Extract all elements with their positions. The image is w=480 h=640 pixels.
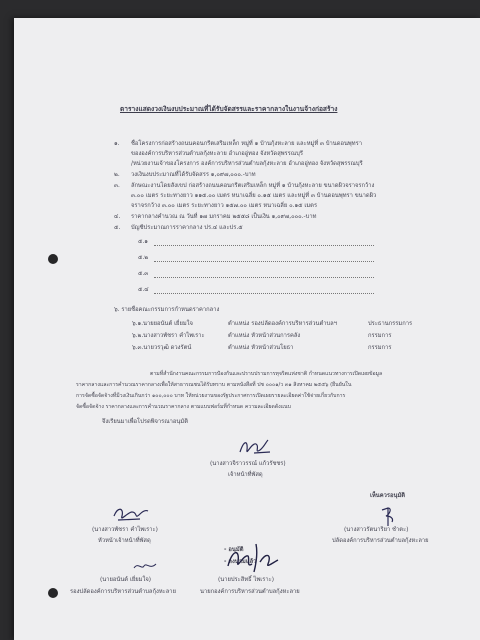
vice-deputy-name: (นายอนันต์ เยี่ยมใจ)	[100, 577, 151, 583]
blank-line-label: ๕.๔	[138, 287, 149, 293]
signed-label: - ลงนามแล้ว	[224, 559, 257, 565]
officer-name: (นางสาวจิราวรรณ์ แก้วรัชชร)	[210, 461, 286, 467]
committee-member-name: ๖.๓.นายวรวุฒิ ดวงรัตน์	[132, 345, 192, 351]
item-text: /หน่วยงานเจ้าของโครงการ องค์การบริหารส่วนตำบลกุ้งหะลาย อำเภออู่ทอง จังหวัดสุพรรณบุรี	[131, 161, 363, 167]
item-number: ๒.	[114, 172, 120, 178]
blank-line-label: ๕.๓	[138, 271, 149, 277]
document-page	[14, 18, 480, 640]
blank-line	[154, 261, 374, 262]
blank-line-label: ๕.๒	[138, 255, 149, 261]
committee-member-role: กรรมการ	[368, 345, 392, 351]
blank-line-label: ๕.๑	[138, 239, 148, 245]
item-text: ชื่อโครงการก่อสร้างถนนคอนกรีตเสริมเหล็ก หมู่ที่ ๑ บ้านกุ้งหะลาย และหมู่ที่ ๓ บ้านดอนพุทรา	[131, 141, 362, 147]
closing-line: จึงเรียนมาเพื่อโปรดพิจารณาอนุมัติ	[102, 419, 188, 425]
deputy-position: ปลัดองค์การบริหารส่วนตำบลกุ้งหะลาย	[332, 538, 429, 544]
item-text: จราจรกว้าง ๓.๐๐ เมตร ระยะทางยาว ๑๕๗.๐๐ เมตร หนาเฉลี่ย ๐.๑๕ เมตร	[131, 203, 318, 209]
mayor-name: (นายประสิทธิ์ ไพเราะ)	[218, 577, 274, 583]
item-text: ราคากลางคำนวณ ณ วันที่ ๑๗ มกราคม ๒๕๕๘ เป็นเงิน ๑,๐๙๗,๐๐๐.-บาท	[131, 214, 317, 220]
handwritten-signature	[376, 504, 400, 528]
head-supply-position: หัวหน้าเจ้าหน้าที่พัสดุ	[98, 538, 151, 544]
item-text: ๓.๐๐ เมตร ระยะทางยาว ๑๑๕.๐๐ เมตร หนาเฉลี่ย ๐.๑๕ เมตร และหมู่ที่ ๓ บ้านดอนพุทรา ขนาดผิว	[131, 193, 377, 199]
officer-position: เจ้าหน้าที่พัสดุ	[228, 472, 263, 478]
vice-deputy-position: รองปลัดองค์การบริหารส่วนตำบลกุ้งหะลาย	[70, 589, 176, 595]
body-paragraph-line: จัดซื้อจัดจ้าง ราคากลางและการคำนวณราคากลาง ตามแบบฟอร์มที่กำหนด ความละเอียดดังแนบ	[76, 404, 291, 410]
committee-member-position: ตำแหน่ง หัวหน้าส่วนการคลัง	[228, 333, 301, 339]
body-paragraph-line: การจัดซื้อจัดจ้างที่มีวงเงินเกินกว่า ๑๐๐,๐๐๐ บาท ให้หน่วยงานของรัฐประกาศการเปิดเผยรายละเอียดค่าใช้จ่ายเกี่ยวกับการ	[76, 393, 346, 399]
handwritten-signature	[110, 502, 150, 526]
committee-member-position: ตำแหน่ง รองปลัดองค์การบริหารส่วนตำบลฯ	[228, 321, 337, 327]
document-title: ตารางแสดงวงเงินงบประมาณที่ได้รับจัดสรรและราคากลางในงานจ้างก่อสร้าง	[120, 105, 338, 113]
blank-line	[154, 245, 374, 246]
committee-member-name: ๖.๒.นางสาวพัชรา คำไพเราะ	[132, 333, 205, 339]
handwritten-signature	[222, 540, 282, 576]
handwritten-signature	[130, 558, 160, 574]
item-text: ขององค์การบริหารส่วนตำบลกุ้งหะลาย อำเภออู่ทอง จังหวัดสุพรรณบุรี	[131, 151, 303, 157]
committee-member-role: ประธานกรรมการ	[368, 321, 413, 327]
deputy-name: (นางสาวรัตนาริยา ชำตะ)	[344, 527, 409, 533]
approve-label: - อนุมัติ	[224, 547, 244, 553]
item-number: ๔.	[114, 214, 121, 220]
committee-heading: ๖. รายชื่อคณะกรรมการกำหนดราคากลาง	[114, 307, 220, 313]
agree-label: เห็นควรอนุมัติ	[370, 493, 406, 499]
item-number: ๕.	[114, 225, 121, 231]
blank-line	[154, 277, 374, 278]
item-text: บัญชีประมาณการราคากลาง ปร.๔ และปร.๕	[131, 225, 243, 231]
body-paragraph-line: ราคากลางและการคำนวณราคากลางเพื่อให้สาธารณชนได้รับทราบ ตามหนังสือที่ ปช ๐๐๐๑/ว ๓๑ สิงหาคม ๒๕๕๖ (ยืนยันใน	[76, 382, 352, 388]
blank-line	[154, 293, 374, 294]
mayor-position: นายกองค์การบริหารส่วนตำบลกุ้งหะลาย	[200, 589, 300, 595]
punch-hole	[48, 588, 58, 598]
committee-member-position: ตำแหน่ง หัวหน้าส่วนโยธา	[228, 345, 294, 351]
committee-member-role: กรรมการ	[368, 333, 392, 339]
punch-hole	[48, 254, 58, 264]
body-paragraph-line: ตามที่สำนักงานคณะกรรมการป้องกันและปราบปรามการทุจริตแห่งชาติ กำหนดแนวทางการเปิดเผยข้อมูล	[150, 371, 383, 377]
item-text: ลักษณะงานโดยสังเขป ก่อสร้างถนนคอนกรีตเสริมเหล็ก หมู่ที่ ๑ บ้านกุ้งหะลาย ขนาดผิวจราจรกว้าง	[131, 183, 375, 189]
item-text: วงเงินงบประมาณที่ได้รับจัดสรร ๑,๐๙๗,๐๐๐.-บาท	[131, 172, 256, 178]
item-number: ๓.	[114, 183, 120, 189]
head-supply-name: (นางสาวพัชรา คำไพเราะ)	[92, 527, 158, 533]
item-number: ๑.	[114, 141, 120, 147]
handwritten-signature	[234, 436, 274, 458]
committee-member-name: ๖.๑.นายยอนันต์ เยี่ยมใจ	[132, 321, 193, 327]
